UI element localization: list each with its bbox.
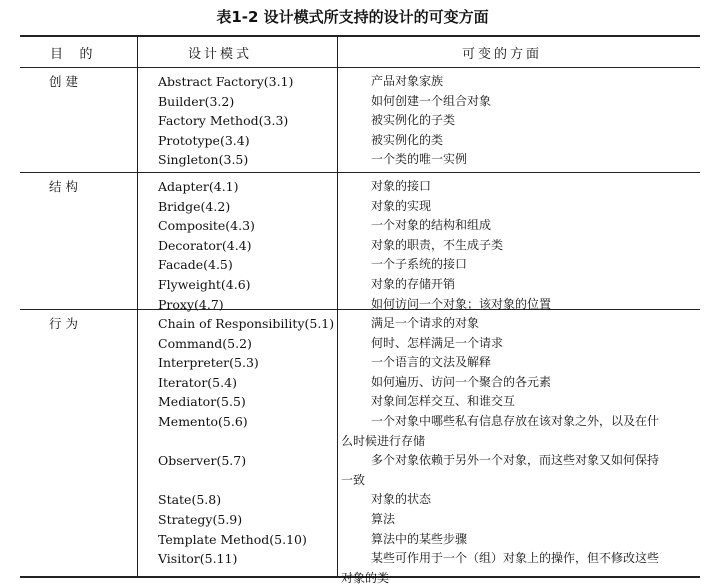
variable-aspect: 对象的存储开销 [371, 277, 456, 291]
pattern-name: Builder(3.2) [158, 93, 235, 109]
variable-aspect: 对象的接口 [371, 179, 432, 193]
pattern-name: Chain of Responsibility(5.1) [158, 316, 335, 331]
pattern-name: Prototype(3.4) [158, 132, 250, 148]
variable-aspect: 如何遍历、访问一个聚合的各元素 [371, 374, 552, 389]
pattern-name: Abstract Factory(3.1) [158, 74, 294, 89]
variable-aspect: 一个子系统的接口 [371, 257, 468, 272]
variable-aspect: 一个类的唯一实例 [371, 152, 468, 167]
pattern-name: Singleton(3.5) [158, 152, 249, 168]
pattern-name: Flyweight(4.6) [158, 277, 251, 292]
group-divider-behavioral [20, 309, 700, 310]
pattern-name: Composite(4.3) [158, 218, 255, 234]
pattern-name: Factory Method(3.3) [158, 113, 289, 129]
pattern-name: Strategy(5.9) [158, 512, 243, 527]
variable-aspect: 如何访问一个对象；该对象的位置 [371, 296, 552, 311]
pattern-name: Adapter(4.1) [158, 179, 239, 194]
pattern-name: Observer(5.7) [158, 453, 247, 469]
variable-aspect: 多个对象依赖于另外一个对象，而这些对象又如何保持一致 [341, 453, 660, 487]
pattern-name: Memento(5.6) [158, 414, 248, 429]
column-divider-right [337, 36, 338, 577]
header-purpose: 目 的 [50, 47, 93, 62]
top-rule [20, 35, 700, 37]
variable-aspect: 满足一个请求的对象 [371, 316, 480, 330]
pattern-name: Visitor(5.11) [158, 551, 238, 567]
variable-aspect: 一个语言的文法及解释 [371, 355, 492, 370]
category-label: 结构 [49, 179, 83, 194]
variable-aspect: 对象的职责，不生成子类 [371, 237, 504, 252]
header-rule [20, 67, 700, 68]
pattern-name: Bridge(4.2) [158, 198, 231, 214]
pattern-name: Proxy(4.7) [158, 296, 224, 312]
group-divider-structural [20, 172, 700, 173]
variable-aspect: 算法中的某些步骤 [371, 531, 468, 546]
category-label: 行为 [49, 316, 83, 331]
variable-aspect: 对象的实现 [371, 198, 432, 213]
variable-aspect: 如何创建一个组合对象 [371, 93, 492, 108]
pattern-name: Template Method(5.10) [158, 531, 307, 547]
variable-aspect: 何时、怎样满足一个请求 [371, 335, 504, 350]
variable-aspect: 某些可作用于一个（组）对象上的操作，但不修改这些对象的类 [341, 551, 660, 585]
pattern-name: Decorator(4.4) [158, 237, 252, 253]
pattern-name: Mediator(5.5) [158, 394, 246, 410]
variable-aspect: 算法 [371, 512, 396, 526]
table-caption: 表1-2 设计模式所支持的设计的可变方面 [216, 8, 489, 26]
header-variable-aspect: 可变的方面 [462, 47, 543, 62]
variable-aspect: 一个对象中哪些私有信息存放在该对象之外，以及在什么时候进行存储 [341, 414, 660, 448]
variable-aspect: 一个对象的结构和组成 [371, 218, 492, 233]
variable-aspect: 对象的状态 [371, 492, 432, 507]
pattern-name: Interpreter(5.3) [158, 355, 259, 371]
pattern-name: State(5.8) [158, 492, 222, 508]
pattern-name: Facade(4.5) [158, 257, 233, 273]
variable-aspect: 产品对象家族 [371, 74, 444, 88]
column-divider-left [137, 36, 138, 577]
variable-aspect: 被实例化的子类 [371, 113, 456, 128]
pattern-name: Iterator(5.4) [158, 374, 237, 390]
category-label: 创建 [49, 74, 83, 89]
variable-aspect: 被实例化的类 [371, 132, 444, 147]
pattern-name: Command(5.2) [158, 335, 252, 351]
header-pattern: 设计模式 [188, 47, 253, 62]
variable-aspect: 对象间怎样交互、和谁交互 [371, 394, 516, 409]
